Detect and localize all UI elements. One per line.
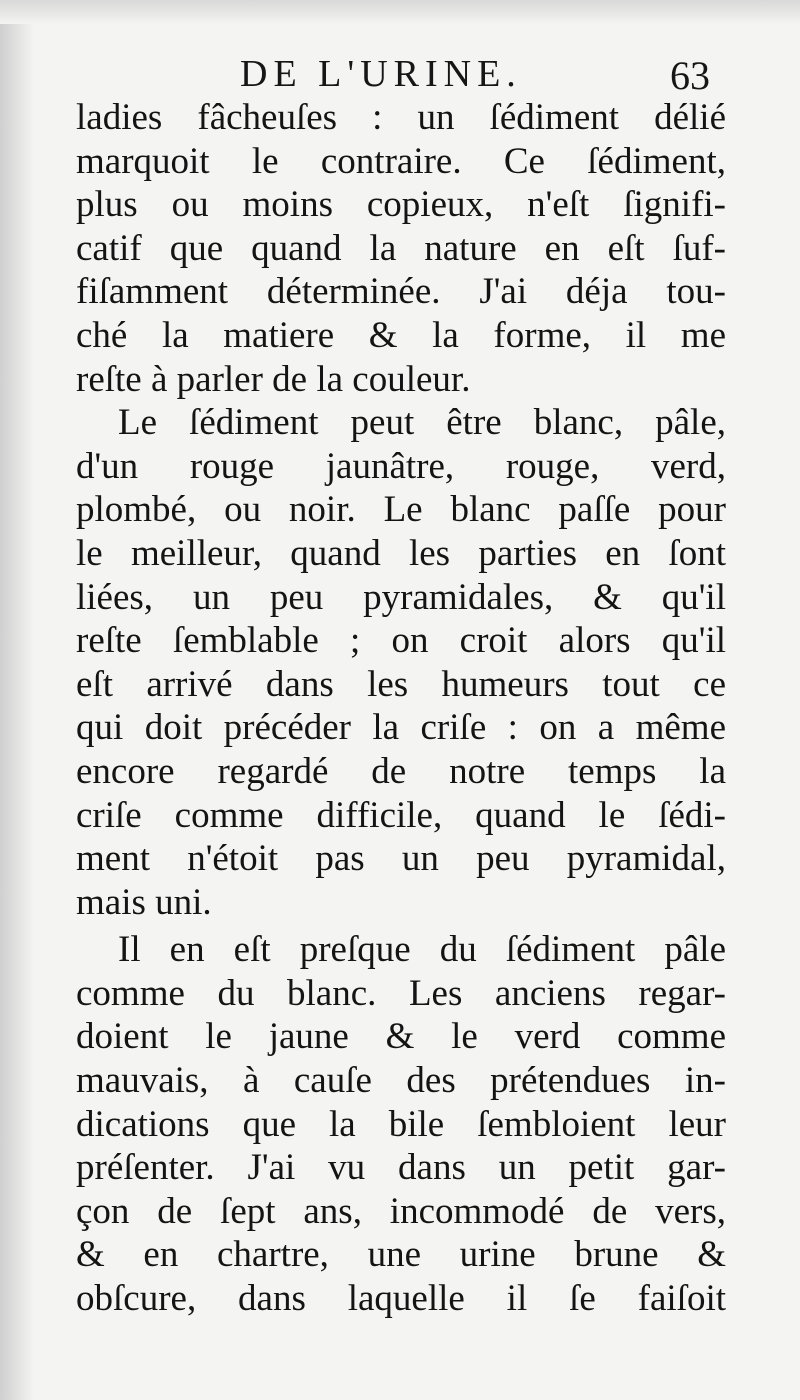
- paragraph-start-line: Il en eſt preſque du ſédiment pâle: [118, 929, 726, 971]
- text-line: doient le jaune & le verd comme: [76, 1016, 726, 1058]
- text-line: qui doit précéder la criſe : on a même: [76, 707, 726, 749]
- text-line: criſe comme difficile, quand le ſédi-: [76, 794, 726, 836]
- running-head: DE L'URINE.: [240, 53, 522, 95]
- text-line: marquoit le contraire. Ce ſédiment,: [76, 140, 726, 182]
- text-line: fiſamment déterminée. J'ai déja tou-: [76, 271, 726, 313]
- text-line: le meilleur, quand les parties en ſont: [76, 532, 726, 574]
- body-text: [76, 96, 726, 1321]
- text-line: ment n'étoit pas un peu pyramidal,: [76, 838, 726, 880]
- page-shadow-left: [0, 0, 34, 1400]
- text-line: & en chartre, une urine brune &: [76, 1234, 726, 1276]
- page-header: [240, 52, 710, 102]
- text-line: d'un rouge jaunâtre, rouge, verd,: [76, 445, 726, 487]
- text-line: plus ou moins copieux, n'eſt ſignifi-: [76, 184, 726, 226]
- text-line: comme du blanc. Les anciens regar-: [76, 972, 726, 1014]
- text-line: eſt arrivé dans les humeurs tout ce: [76, 663, 726, 705]
- text-line: dications que la bile ſembloient leur: [76, 1103, 726, 1145]
- text-line: reſte à parler de la couleur.: [76, 358, 471, 400]
- text-line: encore regardé de notre temps la: [76, 750, 726, 792]
- paragraph-start-line: Le ſédiment peut être blanc, pâle,: [118, 402, 726, 444]
- text-line: ché la matiere & la forme, il me: [76, 314, 726, 356]
- text-line: reſte ſemblable ; on croit alors qu'il: [76, 620, 726, 662]
- text-line: çon de ſept ans, incommodé de vers,: [76, 1190, 726, 1232]
- page-shadow-top: [0, 0, 800, 24]
- text-line: préſenter. J'ai vu dans un petit gar-: [76, 1147, 726, 1189]
- text-line: mais uni.: [76, 881, 212, 923]
- text-line: liées, un peu pyramidales, & qu'il: [76, 576, 726, 618]
- text-line: catif que quand la nature en eſt ſuf-: [76, 227, 726, 269]
- page-number: 63: [670, 53, 710, 98]
- text-line: plombé, ou noir. Le blanc paſſe pour: [76, 489, 726, 531]
- text-line: ladies fâcheuſes : un ſédiment délié: [76, 97, 726, 138]
- text-line: obſcure, dans laquelle il ſe faiſoit: [76, 1278, 726, 1320]
- text-line: mauvais, à cauſe des prétendues in-: [76, 1060, 726, 1102]
